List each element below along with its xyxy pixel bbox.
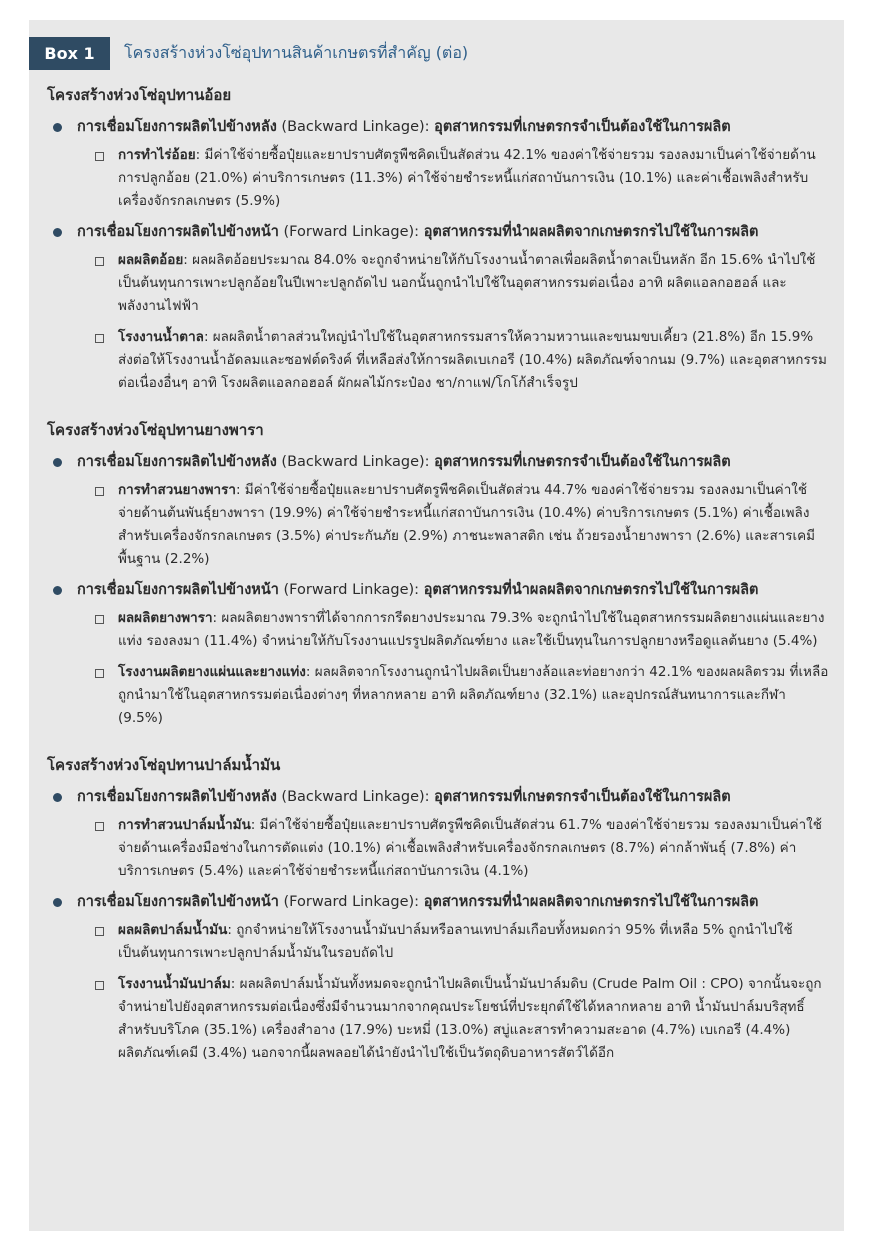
item-label: โรงงานผลิตยางแผ่นและยางแท่ง: [118, 664, 306, 680]
square-bullet-icon: [95, 927, 104, 936]
linkage-title: [77, 579, 758, 601]
item-body: : มีค่าใช้จ่ายซื้อปุ๋ยและยาปราบศัตรูพืชคิดเป็นสัดส่วน 44.7% ของค่าใช้จ่ายรวม รองลงมาเป็นค่าใช้จ่ายด้านต้นพันธุ์ยางพารา (19.9%) ค่าใช้จ่ายชำระหนี้แก่สถาบันการเงิน (10.4%) ค่าบริการเกษตร (5.1%) ค่าเชื้อเพลิงสำหรับเครื่องจักรกลเกษตร (3.5%) ค่าประกันภัย (2.9%) ภาชนะพลาสติก เช่น ถ้วยรองน้ำยางพารา (2.6%) และสารเคมีพื้นฐาน (2.2%): [118, 482, 816, 567]
square-bullet-icon: [95, 257, 104, 266]
linkage-row: [47, 579, 830, 601]
linkage-description: อุตสาหกรรมที่เกษตรกรจำเป็นต้องใช้ในการผลิต: [434, 454, 731, 470]
linkage-label-th: การเชื่อมโยงการผลิตไปข้างหลัง: [77, 789, 277, 805]
item-body: : ผลผลิตปาล์มน้ำมันทั้งหมดจะถูกนำไปผลิตเป็นน้ำมันปาล์มดิบ (Crude Palm Oil : CPO) จากนั้นจะถูกจำหน่ายไปยังอุตสาหกรรมต่อเนื่องซึ่งมีจำนวนมากจากคุณประโยชน์ที่ประยุกต์ใช้ได้หลากหลาย อาทิ น้ำมันปาล์มบริสุทธิ์สำหรับบริโภค (35.1%) เครื่องสำอาง (17.9%) บะหมี่ (13.0%) สบู่และสารทำความสะอาด (4.7%) เบเกอรี (4.4%) ผลิตภัณฑ์เคมี (3.4%) นอกจากนี้ผลพลอยได้นำยังนำไปใช้เป็นวัตถุดิบอาหารสัตว์ได้อีก: [118, 976, 822, 1061]
linkage-block: [47, 116, 830, 213]
square-bullet-icon: [95, 822, 104, 831]
list-item: [95, 479, 830, 571]
item-text: [118, 479, 830, 571]
bullet-icon: [53, 898, 62, 907]
linkage-row: [47, 116, 830, 138]
linkage-block: [47, 579, 830, 730]
linkage-description: อุตสาหกรรมที่นำผลผลิตจากเกษตรกรไปใช้ในการผลิต: [423, 894, 759, 910]
list-item: [95, 973, 830, 1065]
supply-chain-section: [47, 84, 830, 395]
linkage-description: อุตสาหกรรมที่เกษตรกรจำเป็นต้องใช้ในการผลิต: [434, 119, 731, 135]
item-label: การทำสวนยางพารา: [118, 482, 236, 498]
item-text: [118, 249, 830, 318]
linkage-label-en: (Backward Linkage):: [276, 789, 435, 805]
item-text: [118, 919, 830, 965]
linkage-label-en: (Forward Linkage):: [278, 582, 424, 598]
square-bullet-icon: [95, 152, 104, 161]
list-item: [95, 661, 830, 730]
list-item: [95, 249, 830, 318]
linkage-label-en: (Backward Linkage):: [276, 454, 435, 470]
linkage-block: [47, 221, 830, 395]
linkage-label-th: การเชื่อมโยงการผลิตไปข้างหน้า: [77, 582, 279, 598]
list-item: [95, 607, 830, 653]
item-body: : ผลผลิตอ้อยประมาณ 84.0% จะถูกจำหน่ายให้กับโรงงานน้ำตาลเพื่อผลิตน้ำตาลเป็นหลัก อีก 15.6% นำไปใช้เป็นต้นทุนการเพาะปลูกอ้อยในปีเพาะปลูกถัดไป นอกนั้นถูกนำไปใช้ในอุตสาหกรรมต่อเนื่อง อาทิ ผลิตแอลกอฮอล์ และพลังงานไฟฟ้า: [118, 252, 816, 314]
linkage-title: [77, 221, 758, 243]
supply-chain-section: [47, 419, 830, 730]
bullet-icon: [53, 228, 62, 237]
linkage-block: [47, 786, 830, 883]
item-body: : มีค่าใช้จ่ายซื้อปุ๋ยและยาปราบศัตรูพืชคิดเป็นสัดส่วน 42.1% ของค่าใช้จ่ายรวม รองลงมาเป็นค่าใช้จ่ายด้านการปลูกอ้อย (21.0%) ค่าบริการเกษตร (11.3%) ค่าใช้จ่ายชำระหนี้แก่สถาบันการเงิน (10.1%) และค่าเชื้อเพลิงสำหรับเครื่องจักรกลเกษตร (5.9%): [118, 147, 816, 209]
bullet-icon: [53, 793, 62, 802]
linkage-title: [77, 116, 731, 138]
linkage-label-th: การเชื่อมโยงการผลิตไปข้างหน้า: [77, 894, 279, 910]
item-label: ผลผลิตปาล์มน้ำมัน: [118, 922, 228, 938]
item-text: [118, 814, 830, 883]
supply-chain-section: [47, 754, 830, 1065]
linkage-title: [77, 891, 758, 913]
list-item: [95, 144, 830, 213]
box-panel: [29, 20, 844, 1231]
linkage-label-en: (Forward Linkage):: [278, 894, 424, 910]
linkage-row: [47, 221, 830, 243]
linkage-description: อุตสาหกรรมที่นำผลผลิตจากเกษตรกรไปใช้ในการผลิต: [423, 582, 759, 598]
square-bullet-icon: [95, 669, 104, 678]
linkage-row: [47, 786, 830, 808]
item-label: การทำไร่อ้อย: [118, 147, 196, 163]
list-item: [95, 326, 830, 395]
linkage-label-en: (Forward Linkage):: [278, 224, 424, 240]
square-bullet-icon: [95, 981, 104, 990]
linkage-description: อุตสาหกรรมที่นำผลผลิตจากเกษตรกรไปใช้ในการผลิต: [423, 224, 759, 240]
linkage-row: [47, 891, 830, 913]
bullet-icon: [53, 123, 62, 132]
linkage-title: [77, 451, 731, 473]
linkage-title: [77, 786, 731, 808]
item-body: : ผลผลิตน้ำตาลส่วนใหญ่นำไปใช้ในอุตสาหกรรมสารให้ความหวานและขนมขบเคี้ยว (21.8%) อีก 15.9% ส่งต่อให้โรงงานน้ำอัดลมและซอฟต์ดริงค์ ที่เหลือส่งให้การผลิตเบเกอรี (10.4%) ผลิตภัณฑ์จากนม (9.7%) และอุตสาหกรรมต่อเนื่องอื่นๆ อาทิ โรงผลิตแอลกอฮอล์ ผักผลไม้กระป๋อง ชา/กาแฟ/โกโก้สำเร็จรูป: [118, 329, 827, 391]
bullet-icon: [53, 458, 62, 467]
list-item: [95, 814, 830, 883]
item-text: [118, 661, 830, 730]
list-item: [95, 919, 830, 965]
item-label: โรงงานน้ำมันปาล์ม: [118, 976, 231, 992]
item-label: การทำสวนปาล์มน้ำมัน: [118, 817, 251, 833]
linkage-label-th: การเชื่อมโยงการผลิตไปข้างหลัง: [77, 454, 277, 470]
linkage-label-th: การเชื่อมโยงการผลิตไปข้างหน้า: [77, 224, 279, 240]
item-text: [118, 144, 830, 213]
linkage-label-en: (Backward Linkage):: [276, 119, 435, 135]
square-bullet-icon: [95, 615, 104, 624]
square-bullet-icon: [95, 487, 104, 496]
linkage-row: [47, 451, 830, 473]
linkage-block: [47, 451, 830, 571]
item-text: [118, 607, 830, 653]
section-heading: โครงสร้างห่วงโซ่อุปทานอ้อย: [47, 86, 232, 104]
linkage-label-th: การเชื่อมโยงการผลิตไปข้างหลัง: [77, 119, 277, 135]
sections-container: [47, 84, 830, 1089]
item-body: : ผลผลิตจากโรงงานถูกนำไปผลิตเป็นยางล้อและท่อยางกว่า 42.1% ของผลผลิตรวม ที่เหลือถูกนำมาใช้ในอุตสาหกรรมต่อเนื่องต่างๆ ที่หลากหลาย อาทิ ผลิตภัณฑ์ยาง (32.1%) และอุปกรณ์สันทนาการและกีฬา (9.5%): [118, 664, 829, 726]
item-body: : ผลผลิตยางพาราที่ได้จากการกรีดยางประมาณ 79.3% จะถูกนำไปใช้ในอุตสาหกรรมผลิตยางแผ่นและยางแท่ง รองลงมา (11.4%) จำหน่ายให้กับโรงงานแปรรูปผลิตภัณฑ์ยาง และใช้เป็นทุนในการปลูกยางหรือดูแลต้นยาง (5.4%): [118, 610, 825, 649]
box-title: โครงสร้างห่วงโซ่อุปทานสินค้าเกษตรที่สำคัญ (ต่อ): [124, 43, 469, 62]
bullet-icon: [53, 586, 62, 595]
item-label: โรงงานน้ำตาล: [118, 329, 204, 345]
linkage-block: [47, 891, 830, 1065]
item-body: : ถูกจำหน่ายให้โรงงานน้ำมันปาล์มหรือลานเทปาล์มเกือบทั้งหมดกว่า 95% ที่เหลือ 5% ถูกนำไปใช้เป็นต้นทุนการเพาะปลูกปาล์มน้ำมันในรอบถัดไป: [118, 922, 793, 961]
box-header: [29, 37, 468, 70]
square-bullet-icon: [95, 334, 104, 343]
item-label: ผลผลิตอ้อย: [118, 252, 184, 268]
box-label: Box 1: [29, 37, 110, 70]
item-label: ผลผลิตยางพารา: [118, 610, 213, 626]
section-heading: โครงสร้างห่วงโซ่อุปทานปาล์มน้ำมัน: [47, 756, 281, 774]
item-text: [118, 973, 830, 1065]
section-heading: โครงสร้างห่วงโซ่อุปทานยางพารา: [47, 421, 264, 439]
item-body: : มีค่าใช้จ่ายซื้อปุ๋ยและยาปราบศัตรูพืชคิดเป็นสัดส่วน 61.7% ของค่าใช้จ่ายรวม รองลงมาเป็นค่าใช้จ่ายด้านเครื่องมือช่างในการตัดแต่ง (10.1%) ค่าเชื้อเพลิงสำหรับเครื่องจักรกลเกษตร (8.7%) ค่ากล้าพันธุ์ (7.8%) ค่าบริการเกษตร (5.4%) และค่าใช้จ่ายชำระหนี้แก่สถาบันการเงิน (4.1%): [118, 817, 822, 879]
item-text: [118, 326, 830, 395]
linkage-description: อุตสาหกรรมที่เกษตรกรจำเป็นต้องใช้ในการผลิต: [434, 789, 731, 805]
